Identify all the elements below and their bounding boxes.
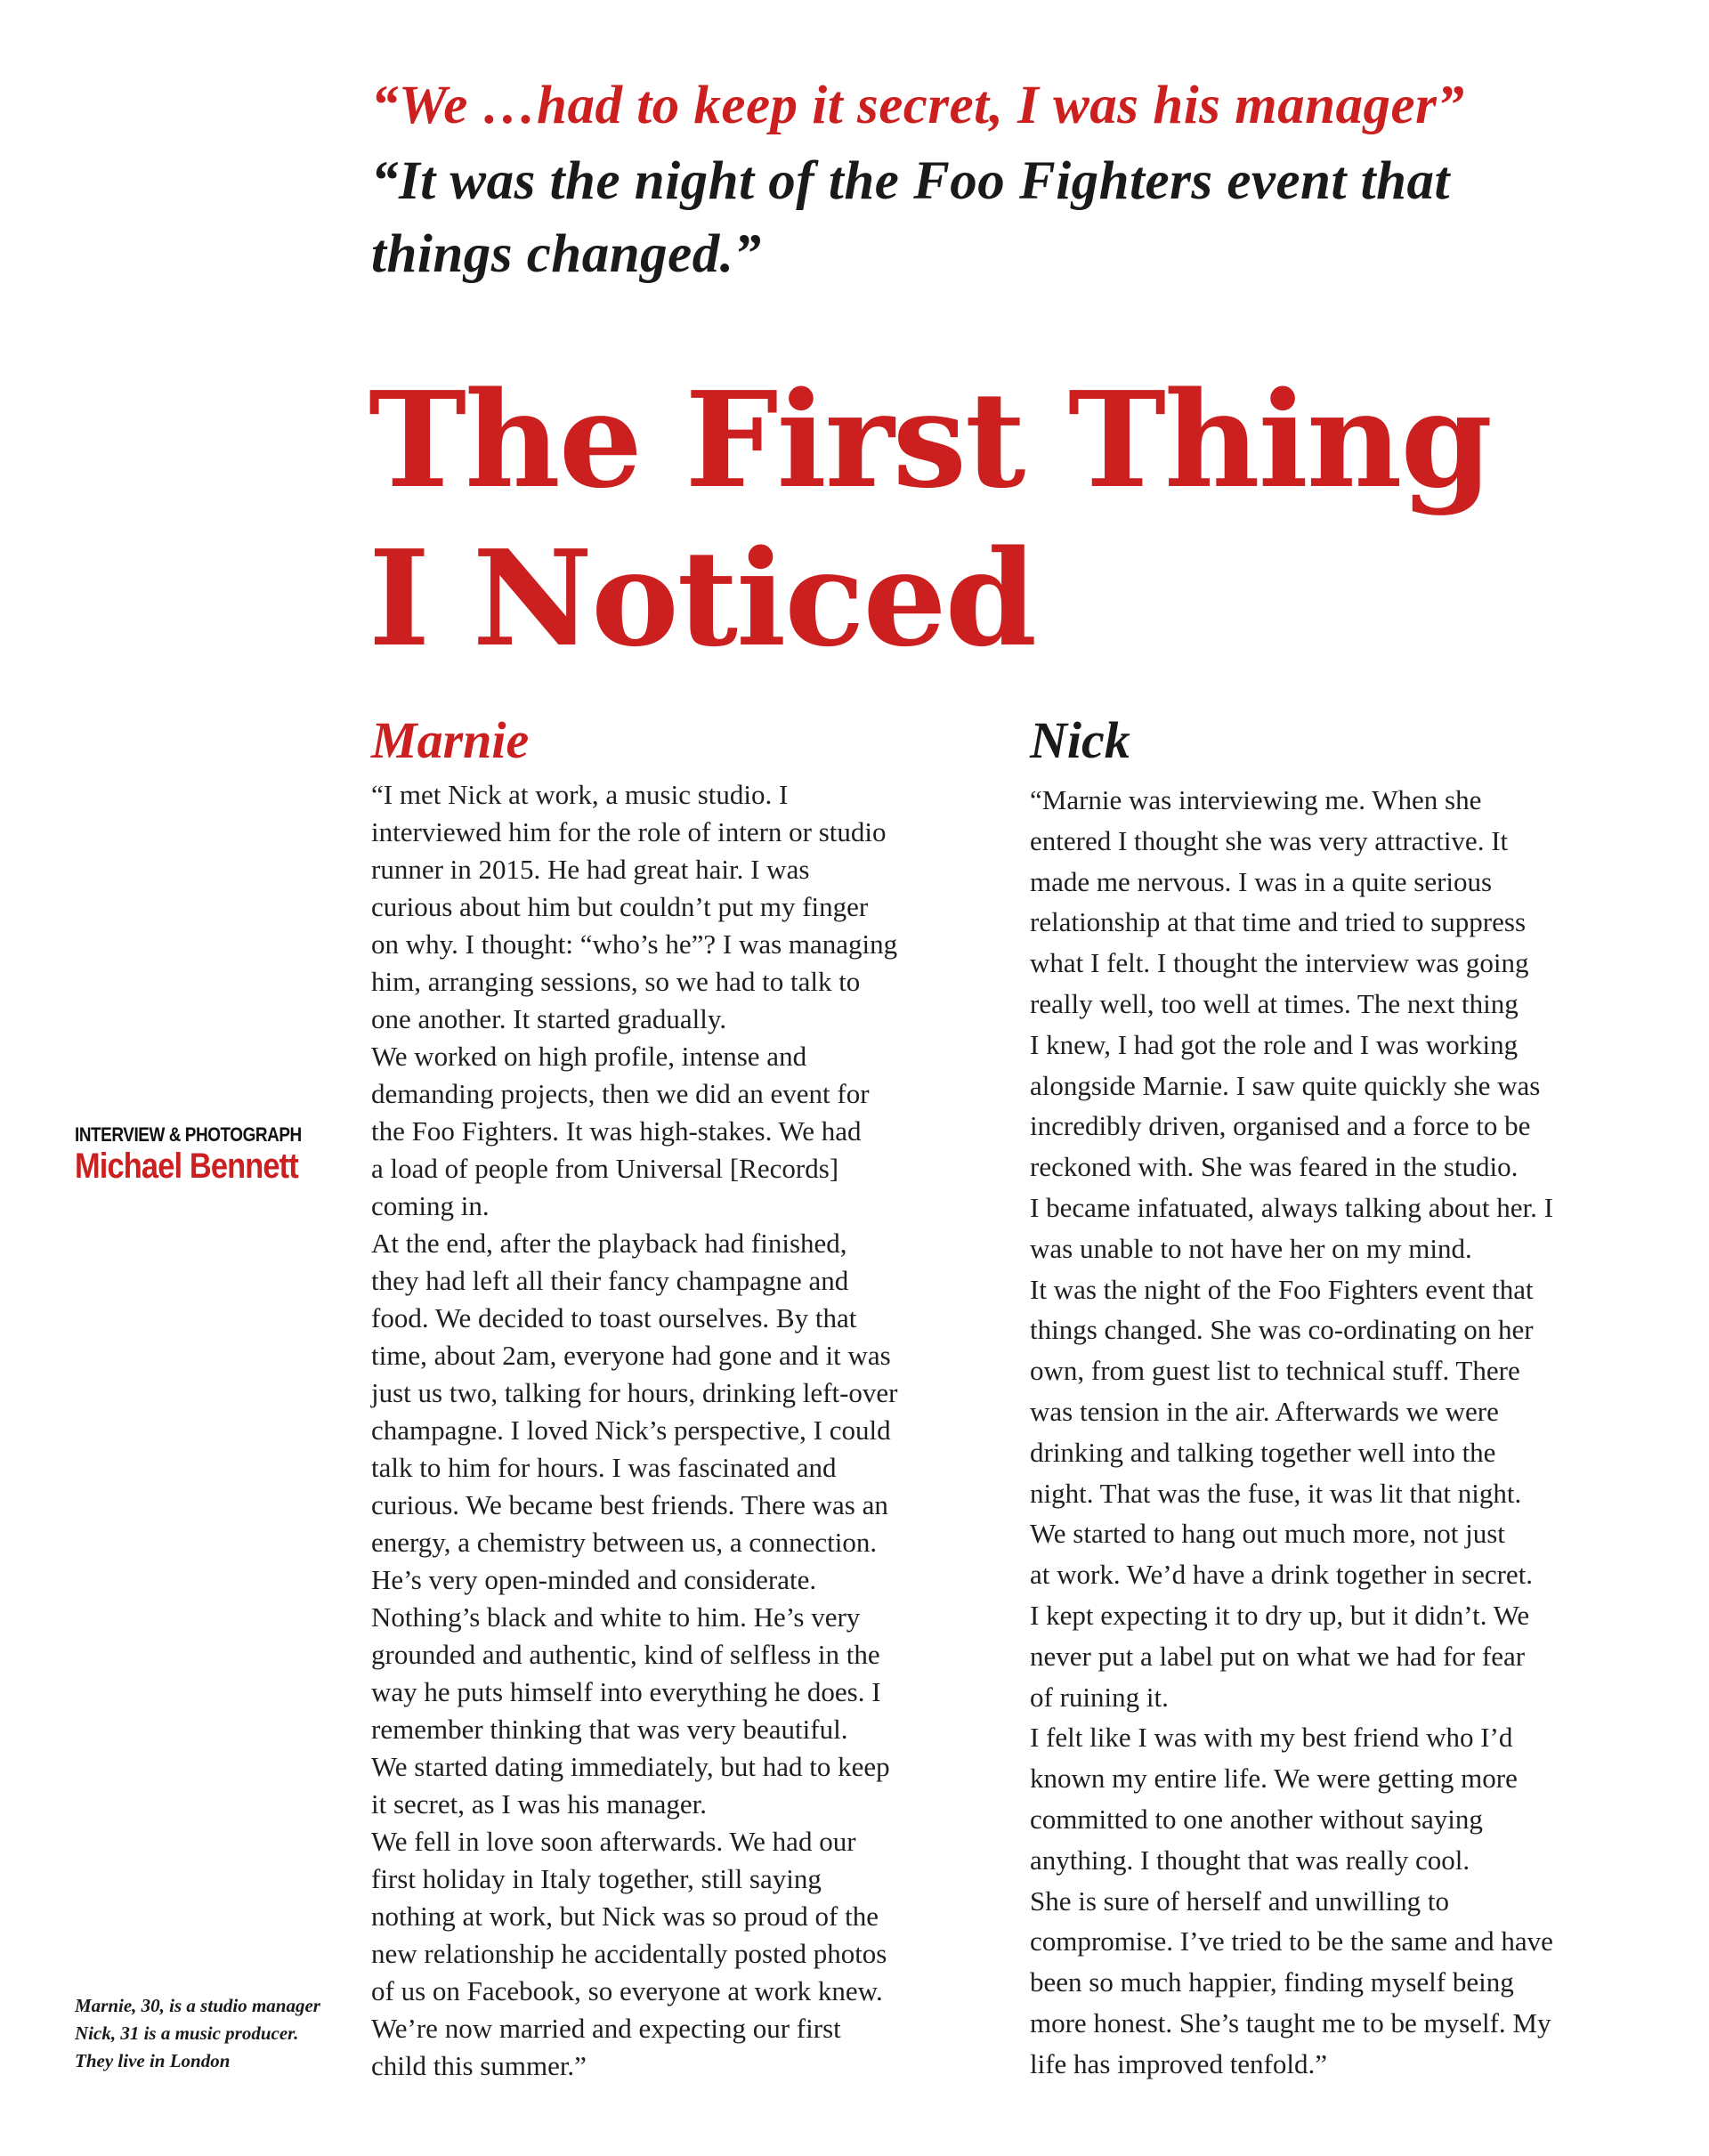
nick-text-line: of ruining it.: [1030, 1681, 1169, 1713]
marnie-text-line: just us two, talking for hours, drinking left-over: [371, 1377, 898, 1408]
marnie-text-line: on why. I thought: “who’s he”? I was managing: [371, 928, 898, 960]
credit-label: INTERVIEW & PHOTOGRAPH: [75, 1123, 302, 1146]
nick-text-line: really well, too well at times. The next thing: [1030, 987, 1519, 1019]
pull-quote-red: “We …had to keep it secret, I was his manager”: [371, 76, 1465, 135]
byline-credit: [75, 1123, 342, 1186]
nick-text-line: entered I thought she was very attractive. It: [1030, 824, 1509, 856]
marnie-text-line: food. We decided to toast ourselves. By that: [371, 1302, 857, 1333]
nick-text-line: at work. We’d have a drink together in secret.: [1030, 1559, 1534, 1591]
caption-line: Nick, 31 is a music producer.: [75, 2022, 299, 2044]
column-body-nick: [1030, 780, 1635, 2085]
nick-text-line: compromise. I’ve tried to be the same and have: [1030, 1925, 1553, 1957]
marnie-text-line: champagne. I loved Nick’s perspective, I could: [371, 1414, 891, 1446]
marnie-text-line: him, arranging sessions, so we had to talk to: [371, 966, 861, 997]
nick-text-line: reckoned with. She was feared in the studio.: [1030, 1151, 1519, 1183]
marnie-text-line: We’re now married and expecting our first: [371, 2013, 841, 2044]
nick-text-line: own, from guest list to technical stuff. There: [1030, 1355, 1520, 1387]
nick-text-line: known my entire life. We were getting more: [1030, 1763, 1518, 1795]
marnie-text-line: of us on Facebook, so everyone at work knew.: [371, 1975, 883, 2006]
nick-text-line: was tension in the air. Afterwards we were: [1030, 1395, 1499, 1427]
headline-line-1: The First Thing: [369, 362, 1491, 517]
nick-text-line: drinking and talking together well into the: [1030, 1436, 1496, 1468]
marnie-text-line: remember thinking that was very beautiful.: [371, 1714, 848, 1745]
marnie-text-line: “I met Nick at work, a music studio. I: [371, 779, 789, 810]
marnie-text-line: a load of people from Universal [Records]: [371, 1153, 839, 1184]
credit-author: Michael Bennett: [75, 1147, 298, 1186]
nick-text-line: We started to hang out much more, not just: [1030, 1518, 1505, 1550]
marnie-text-line: We started dating immediately, but had to keep: [371, 1751, 890, 1782]
marnie-text-line: first holiday in Italy together, still saying: [371, 1863, 822, 1894]
nick-text-line: never put a label put on what we had for fear: [1030, 1640, 1526, 1672]
marnie-text-line: grounded and authentic, kind of selfless in the: [371, 1639, 880, 1670]
marnie-text-line: We worked on high profile, intense and: [371, 1041, 807, 1072]
marnie-text-line: curious about him but couldn’t put my finger: [371, 891, 869, 922]
marnie-text-line: child this summer.”: [371, 2050, 587, 2081]
marnie-text-line: they had left all their fancy champagne and: [371, 1265, 849, 1296]
column-heading-marnie: Marnie: [371, 711, 530, 769]
nick-text-line: life has improved tenfold.”: [1030, 2047, 1328, 2079]
nick-text-line: committed to one another without saying: [1030, 1803, 1483, 1835]
pull-quote-black: “It was the night of the Foo Fighters event that things changed.”: [371, 151, 1450, 284]
column-body-marnie: [371, 776, 959, 2085]
nick-text-line: “Marnie was interviewing me. When she: [1030, 784, 1482, 815]
marnie-text-line: time, about 2am, everyone had gone and it was: [371, 1340, 891, 1371]
marnie-text-line: it secret, as I was his manager.: [371, 1788, 708, 1820]
nick-text-line: night. That was the fuse, it was lit that night.: [1030, 1477, 1522, 1509]
marnie-text-line: At the end, after the playback had finished,: [371, 1228, 847, 1259]
marnie-text-line: one another. It started gradually.: [371, 1003, 727, 1034]
nick-text-line: I felt like I was with my best friend who I’d: [1030, 1722, 1513, 1754]
nick-text-line: It was the night of the Foo Fighters event that: [1030, 1273, 1534, 1305]
headline-line-2: I Noticed: [369, 521, 1036, 676]
nick-text-line: what I felt. I thought the interview was going: [1030, 947, 1529, 979]
marnie-text-line: interviewed him for the role of intern or studio: [371, 816, 887, 847]
marnie-text-line: We fell in love soon afterwards. We had our: [371, 1826, 856, 1857]
marnie-text-line: new relationship he accidentally posted photos: [371, 1938, 887, 1969]
marnie-text-line: nothing at work, but Nick was so proud of the: [371, 1901, 879, 1932]
nick-text-line: relationship at that time and tried to suppress: [1030, 906, 1527, 938]
nick-text-line: I knew, I had got the role and I was working: [1030, 1028, 1519, 1060]
nick-text-line: made me nervous. I was in a quite serious: [1030, 865, 1493, 897]
nick-text-line: more honest. She’s taught me to be myself. My: [1030, 2006, 1551, 2038]
nick-text-line: I kept expecting it to dry up, but it didn’t. We: [1030, 1599, 1530, 1631]
marnie-text-line: He’s very open-minded and considerate.: [371, 1564, 817, 1595]
marnie-text-line: coming in.: [371, 1190, 490, 1221]
marnie-text-line: energy, a chemistry between us, a connection.: [371, 1527, 878, 1558]
headline: [369, 361, 1659, 677]
marnie-text-line: the Foo Fighters. It was high-stakes. We had: [371, 1115, 862, 1147]
caption-line: Marnie, 30, is a studio manager: [75, 1995, 320, 2016]
photo-caption: [75, 1992, 377, 2075]
nick-text-line: I became infatuated, always talking about her. I: [1030, 1191, 1553, 1223]
marnie-text-line: demanding projects, then we did an event for: [371, 1078, 870, 1109]
nick-text-line: She is sure of herself and unwilling to: [1030, 1884, 1449, 1917]
caption-line: They live in London: [75, 2050, 231, 2071]
nick-text-line: incredibly driven, organised and a force to be: [1030, 1110, 1531, 1142]
column-heading-nick: Nick: [1030, 711, 1130, 769]
nick-text-line: anything. I thought that was really cool.: [1030, 1844, 1470, 1876]
marnie-text-line: way he puts himself into everything he does. I: [371, 1676, 881, 1707]
marnie-text-line: curious. We became best friends. There was an: [371, 1489, 888, 1520]
marnie-text-line: talk to him for hours. I was fascinated and: [371, 1452, 837, 1483]
marnie-text-line: Nothing’s black and white to him. He’s very: [371, 1601, 861, 1633]
marnie-text-line: runner in 2015. He had great hair. I was: [371, 854, 810, 885]
nick-text-line: was unable to not have her on my mind.: [1030, 1232, 1472, 1264]
nick-text-line: alongside Marnie. I saw quite quickly she was: [1030, 1069, 1541, 1101]
nick-text-line: things changed. She was co-ordinating on her: [1030, 1314, 1534, 1346]
nick-text-line: been so much happier, finding myself being: [1030, 1966, 1514, 1998]
